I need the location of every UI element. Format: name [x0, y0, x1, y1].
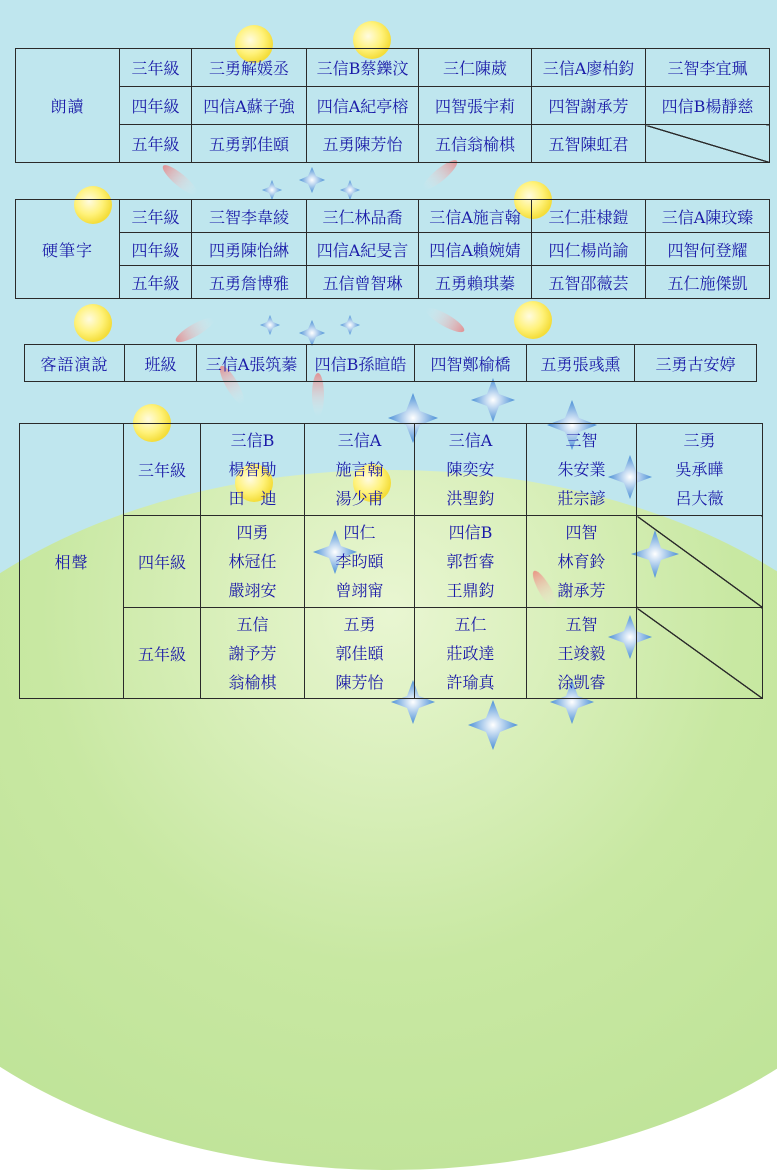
ray-icon: [173, 314, 217, 346]
star-icon: [299, 320, 325, 346]
name-cell: 三勇解媛丞: [192, 49, 307, 87]
member-name: 朱安業: [557, 460, 606, 479]
name-cell: 四信A蘇子強: [192, 87, 307, 125]
name-cell: 三智李韋綾: [192, 200, 307, 233]
member-name: 陳奕安: [446, 460, 495, 479]
group-class: 三勇: [683, 431, 716, 450]
group-cell: [415, 516, 527, 608]
name-cell: 五勇賴琪蓁: [419, 266, 532, 299]
name-cell: 五智邵薇芸: [532, 266, 646, 299]
name-cell: 三仁林品喬: [307, 200, 419, 233]
name-cell: 四仁楊尚諭: [532, 233, 646, 266]
name-cell: 五信曾智琳: [307, 266, 419, 299]
member-name: 施言翰: [335, 460, 384, 479]
group-cell: [201, 516, 305, 608]
member-name: 謝承芳: [557, 581, 606, 600]
name-cell: 三智李宜珮: [646, 49, 770, 87]
name-cell: 三信A廖柏鈞: [532, 49, 646, 87]
name-cell: 四信A紀旻言: [307, 233, 419, 266]
name-cell: 三勇古安婷: [635, 345, 757, 382]
group-class: 五仁: [454, 614, 487, 634]
hakka-speech-table: [24, 344, 757, 382]
grade-label: 三年級: [120, 49, 192, 87]
member-name: 洪聖鈞: [446, 489, 495, 508]
group-class: 四智: [565, 523, 598, 542]
group-class: 五信: [236, 614, 269, 634]
name-cell: 五智陳虹君: [532, 125, 646, 163]
member-name: 嚴翊安: [228, 581, 277, 600]
empty-diagonal-cell: [646, 125, 770, 163]
group-cell: [527, 424, 637, 516]
star-icon: [260, 315, 280, 335]
ray-icon: [159, 161, 200, 198]
group-cell: [415, 424, 527, 516]
group-class: 四信B: [448, 523, 493, 542]
member-name: 謝予芳: [228, 643, 277, 663]
name-cell: 五勇詹博雅: [192, 266, 307, 299]
grade-label: 三年級: [120, 200, 192, 233]
member-name: 湯少甫: [335, 489, 384, 508]
name-cell: 三信A施言翰: [419, 200, 532, 233]
group-cell: [527, 516, 637, 608]
star-icon: [471, 378, 515, 422]
member-name: 莊政達: [446, 643, 495, 663]
member-name: 王竣毅: [557, 643, 606, 663]
star-icon: [340, 180, 360, 200]
member-name: 曾翊甯: [335, 581, 384, 600]
group-class: 三信A: [337, 431, 382, 450]
group-class: 三智: [565, 431, 598, 450]
name-cell: 四信A賴婉婧: [419, 233, 532, 266]
group-cell: [415, 608, 527, 699]
name-cell: 五信翁榆棋: [419, 125, 532, 163]
member-name: 陳芳怡: [335, 672, 384, 692]
grade-label: 五年級: [120, 266, 192, 299]
member-name: 林冠任: [228, 552, 277, 571]
name-cell: 四信B楊靜慈: [646, 87, 770, 125]
reading-table: [15, 48, 770, 163]
group-cell: [527, 608, 637, 699]
class-header: 班級: [125, 345, 197, 382]
group-cell: [637, 424, 763, 516]
name-cell: 四智張宇莉: [419, 87, 532, 125]
name-cell: 三信B蔡鑠汶: [307, 49, 419, 87]
member-name: 涂凱睿: [557, 672, 606, 692]
member-name: 王鼎鈞: [446, 581, 495, 600]
name-cell: 四勇陳怡綝: [192, 233, 307, 266]
member-name: 林育鈴: [557, 552, 606, 571]
member-name: 李昀頤: [335, 552, 384, 571]
group-class: 三信B: [230, 431, 275, 450]
name-cell: 四信B孫暄皓: [307, 345, 415, 382]
member-name: 楊智勛: [228, 460, 277, 479]
grade-label: 五年級: [120, 125, 192, 163]
grade-label: 五年級: [124, 608, 201, 699]
name-cell: 五勇郭佳頤: [192, 125, 307, 163]
ray-icon: [423, 304, 467, 336]
member-name: 郭佳頤: [335, 643, 384, 663]
name-cell: 三仁莊棣鎧: [532, 200, 646, 233]
name-cell: 四智鄭榆橋: [415, 345, 527, 382]
member-name: 許瑜真: [446, 672, 495, 692]
star-icon: [468, 700, 518, 750]
member-name: 呂大薇: [675, 489, 724, 508]
star-icon: [262, 180, 282, 200]
group-class: 三信A: [448, 431, 493, 450]
name-cell: 四信A紀亭榕: [307, 87, 419, 125]
empty-diagonal-cell: [637, 608, 763, 699]
group-cell: [305, 516, 415, 608]
name-cell: 五勇張彧熏: [527, 345, 635, 382]
sun-orb-icon: [514, 301, 552, 339]
calligraphy-table: [15, 199, 770, 299]
group-class: 四仁: [343, 523, 376, 542]
grade-label: 三年級: [124, 424, 201, 516]
name-cell: 四智何登耀: [646, 233, 770, 266]
reading-category: 朗讀: [16, 49, 120, 163]
name-cell: 四智謝承芳: [532, 87, 646, 125]
empty-diagonal-cell: [637, 516, 763, 608]
name-cell: 五仁施傑凱: [646, 266, 770, 299]
grade-label: 四年級: [120, 87, 192, 125]
member-name: 郭哲睿: [446, 552, 495, 571]
star-icon: [340, 315, 360, 335]
group-cell: [201, 608, 305, 699]
member-name: 吳承曄: [675, 460, 724, 479]
group-class: 四勇: [236, 523, 269, 542]
grade-label: 四年級: [120, 233, 192, 266]
speech-category: 客語演說: [25, 345, 125, 382]
group-cell: [305, 608, 415, 699]
grade-label: 四年級: [124, 516, 201, 608]
star-icon: [299, 167, 325, 193]
crosstalk-category: 相聲: [20, 424, 124, 699]
name-cell: 三仁陳葳: [419, 49, 532, 87]
name-cell: 三信A陳玟臻: [646, 200, 770, 233]
name-cell: 三信A張筑蓁: [197, 345, 307, 382]
group-cell: [305, 424, 415, 516]
name-cell: 五勇陳芳怡: [307, 125, 419, 163]
group-class: 五智: [565, 614, 598, 634]
sun-orb-icon: [74, 304, 112, 342]
group-class: 五勇: [343, 614, 376, 634]
member-name: 田 迪: [228, 489, 277, 508]
crosstalk-table: [19, 423, 763, 699]
member-name: 翁榆棋: [228, 672, 277, 692]
calligraphy-category: 硬筆字: [16, 200, 120, 299]
member-name: 莊宗諺: [557, 489, 606, 508]
group-cell: [201, 424, 305, 516]
